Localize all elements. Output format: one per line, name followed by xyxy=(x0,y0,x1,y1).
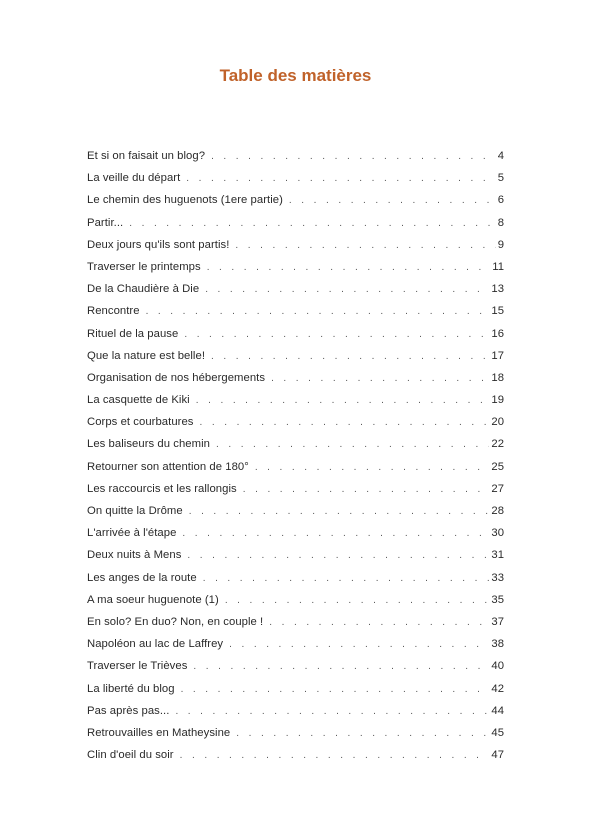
toc-entry-page: 40 xyxy=(491,660,504,673)
toc-entry[interactable] xyxy=(87,190,504,212)
toc-entry[interactable] xyxy=(87,545,504,567)
toc-entry-label: Le chemin des huguenots (1ere partie) xyxy=(87,194,283,207)
toc-entry-page: 44 xyxy=(491,704,504,717)
toc-entry-label: A ma soeur huguenote (1) xyxy=(87,593,219,606)
toc-dot-leader xyxy=(203,569,490,589)
toc-entry-page: 20 xyxy=(491,416,504,429)
toc-entry-label: Clin d'oeil du soir xyxy=(87,749,174,762)
toc-entry[interactable] xyxy=(87,679,504,701)
toc-entry-label: Que la nature est belle! xyxy=(87,349,206,362)
toc-dot-leader xyxy=(146,302,490,322)
toc-dot-leader xyxy=(211,147,496,167)
toc-dot-leader xyxy=(129,214,495,234)
toc-entry[interactable] xyxy=(87,412,504,434)
toc-entry-page: 5 xyxy=(497,172,504,185)
toc-entry[interactable] xyxy=(87,568,504,590)
toc-dot-leader xyxy=(186,169,495,189)
toc-entry-label: Deux jours qu'ils sont partis! xyxy=(87,238,230,251)
toc-dot-leader xyxy=(289,191,496,211)
toc-entry[interactable] xyxy=(87,368,504,390)
toc-entry-page: 35 xyxy=(491,593,504,606)
toc-dot-leader xyxy=(184,325,489,345)
toc-entry-page: 42 xyxy=(491,682,504,695)
toc-dot-leader xyxy=(181,680,490,700)
toc-entry-page: 30 xyxy=(491,527,504,540)
toc-entry-label: En solo? En duo? Non, en couple ! xyxy=(87,615,264,628)
toc-entry-label: Organisation de nos hébergements xyxy=(87,371,266,384)
toc-entry[interactable] xyxy=(87,146,504,168)
toc-dot-leader xyxy=(200,413,490,433)
toc-dot-leader xyxy=(175,702,489,722)
toc-entry-label: La veille du départ xyxy=(87,172,181,185)
toc-entry-label: Et si on faisait un blog? xyxy=(87,150,206,162)
toc-entry-page: 17 xyxy=(491,349,504,362)
toc-entry-page: 33 xyxy=(491,571,504,584)
toc-dot-leader xyxy=(187,546,489,566)
toc-entry-page: 16 xyxy=(491,327,504,340)
toc-dot-leader xyxy=(225,591,490,611)
toc-dot-leader xyxy=(182,524,489,544)
toc-entry-label: Retrouvailles en Matheysine xyxy=(87,726,231,739)
toc-entry-page: 6 xyxy=(497,194,504,207)
toc-entry-page: 31 xyxy=(491,549,504,562)
toc-entry-label: Les raccourcis et les rallongis xyxy=(87,482,237,495)
toc-entry-page: 38 xyxy=(491,638,504,651)
toc-dot-leader xyxy=(207,258,491,278)
table-of-contents xyxy=(87,146,504,767)
toc-entry-page: 27 xyxy=(491,482,504,495)
toc-entry[interactable] xyxy=(87,257,504,279)
toc-dot-leader xyxy=(269,613,489,633)
toc-entry[interactable] xyxy=(87,390,504,412)
toc-entry[interactable] xyxy=(87,235,504,257)
toc-entry-label: Traverser le Trièves xyxy=(87,660,188,673)
toc-dot-leader xyxy=(236,724,489,744)
toc-entry-page: 4 xyxy=(497,150,504,162)
toc-entry-page: 28 xyxy=(491,505,504,517)
toc-dot-leader xyxy=(205,280,489,300)
toc-entry[interactable] xyxy=(87,457,504,479)
toc-entry-label: Partir... xyxy=(87,216,124,229)
toc-entry-page: 22 xyxy=(491,438,504,451)
toc-dot-leader xyxy=(180,746,490,766)
toc-entry[interactable] xyxy=(87,301,504,323)
toc-entry-label: Pas après pas... xyxy=(87,704,170,717)
toc-entry[interactable] xyxy=(87,612,504,634)
toc-entry[interactable] xyxy=(87,501,504,523)
toc-entry-label: Traverser le printemps xyxy=(87,260,201,273)
toc-dot-leader xyxy=(271,369,489,389)
toc-dot-leader xyxy=(193,657,489,677)
toc-entry-label: La liberté du blog xyxy=(87,682,175,695)
toc-entry[interactable] xyxy=(87,701,504,723)
toc-entry[interactable] xyxy=(87,523,504,545)
toc-entry[interactable] xyxy=(87,656,504,678)
toc-entry-label: Rituel de la pause xyxy=(87,327,179,340)
toc-entry[interactable] xyxy=(87,324,504,346)
toc-entry[interactable] xyxy=(87,168,504,190)
toc-dot-leader xyxy=(255,458,490,478)
toc-entry[interactable] xyxy=(87,213,504,235)
toc-entry-page: 9 xyxy=(497,238,504,251)
toc-entry-label: L'arrivée à l'étape xyxy=(87,527,177,540)
toc-entry-page: 25 xyxy=(491,460,504,473)
toc-dot-leader xyxy=(211,347,489,367)
toc-dot-leader xyxy=(196,391,490,411)
toc-entry[interactable] xyxy=(87,434,504,456)
toc-entry-label: Rencontre xyxy=(87,305,140,318)
toc-dot-leader xyxy=(216,435,489,455)
toc-dot-leader xyxy=(229,635,489,655)
toc-entry[interactable] xyxy=(87,346,504,368)
toc-entry-page: 47 xyxy=(491,749,504,762)
toc-dot-leader xyxy=(243,480,490,500)
toc-entry-label: On quitte la Drôme xyxy=(87,505,183,517)
toc-entry-label: Deux nuits à Mens xyxy=(87,549,182,562)
toc-entry-page: 18 xyxy=(491,371,504,384)
toc-entry-page: 15 xyxy=(491,305,504,318)
page-title: Table des matières xyxy=(219,66,372,85)
toc-entry-label: Napoléon au lac de Laffrey xyxy=(87,638,224,651)
toc-entry[interactable] xyxy=(87,479,504,501)
toc-entry-page: 19 xyxy=(491,394,504,407)
toc-entry[interactable] xyxy=(87,590,504,612)
toc-entry-page: 37 xyxy=(491,615,504,628)
toc-entry-page: 8 xyxy=(497,216,504,229)
toc-entry-label: Les anges de la route xyxy=(87,571,197,584)
toc-entry-label: Les baliseurs du chemin xyxy=(87,438,210,451)
toc-entry[interactable] xyxy=(87,745,504,767)
toc-entry-page: 11 xyxy=(492,260,504,273)
toc-entry[interactable] xyxy=(87,634,504,656)
toc-entry-label: La casquette de Kiki xyxy=(87,394,190,407)
toc-dot-leader xyxy=(235,236,495,256)
toc-entry-page: 45 xyxy=(491,726,504,739)
toc-entry-label: De la Chaudière à Die xyxy=(87,283,200,296)
toc-entry[interactable] xyxy=(87,279,504,301)
toc-dot-leader xyxy=(189,502,490,522)
toc-entry-label: Retourner son attention de 180° xyxy=(87,460,249,473)
toc-entry[interactable] xyxy=(87,723,504,745)
toc-entry-page: 13 xyxy=(491,283,504,296)
toc-entry-label: Corps et courbatures xyxy=(87,416,194,429)
